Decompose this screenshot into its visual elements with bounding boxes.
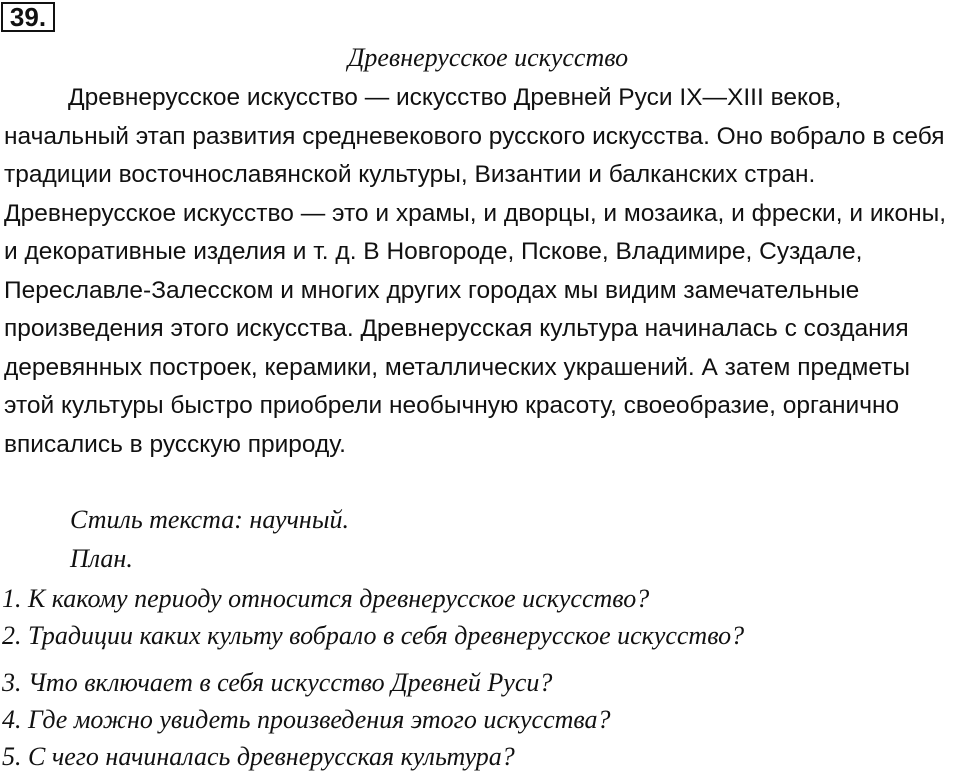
plan-item: 1. К какому периоду относится древнерусское искусство? (2, 584, 650, 613)
plan-item: 2. Традиции каких культу вобрало в себя древнерусское искусство? (2, 621, 745, 650)
text-title: Древнерусское искусство (347, 43, 629, 72)
main-paragraph: Древнерусское искусство — искусство Древней Руси IX—XIII веков, начальный этап развития средневекового русского искусства. Оно вобрало в себя традиции восточнославянской культуры, Византии и балканских стран. Древнерусское искусство — это и храмы, и дворцы, и мозаика, и фрески, и иконы, и декоративные изделия и т. д. В Новгороде, Пскове, Владимире, Суздале, Переславле-Залесском и многих других городах мы видим замечательные произведения этого искусства. Древнерусская культура начиналась с создания деревянных построек, керамики, металлических украшений. А затем предметы этой культуры быстро приобрели необычную красоту, своеобразие, органично вписались в русскую природу. (4, 84, 947, 458)
plan-item: 5. С чего начиналась древнерусская культура? (2, 742, 515, 771)
plan-heading: План. (70, 544, 133, 573)
plan-item: 4. Где можно увидеть произведения этого искусства? (2, 705, 611, 734)
text-style-line: Стиль текста: научный. (70, 505, 349, 534)
plan-item: 3. Что включает в себя искусство Древней Руси? (2, 668, 553, 697)
task-number-badge: 39. (1, 2, 55, 32)
